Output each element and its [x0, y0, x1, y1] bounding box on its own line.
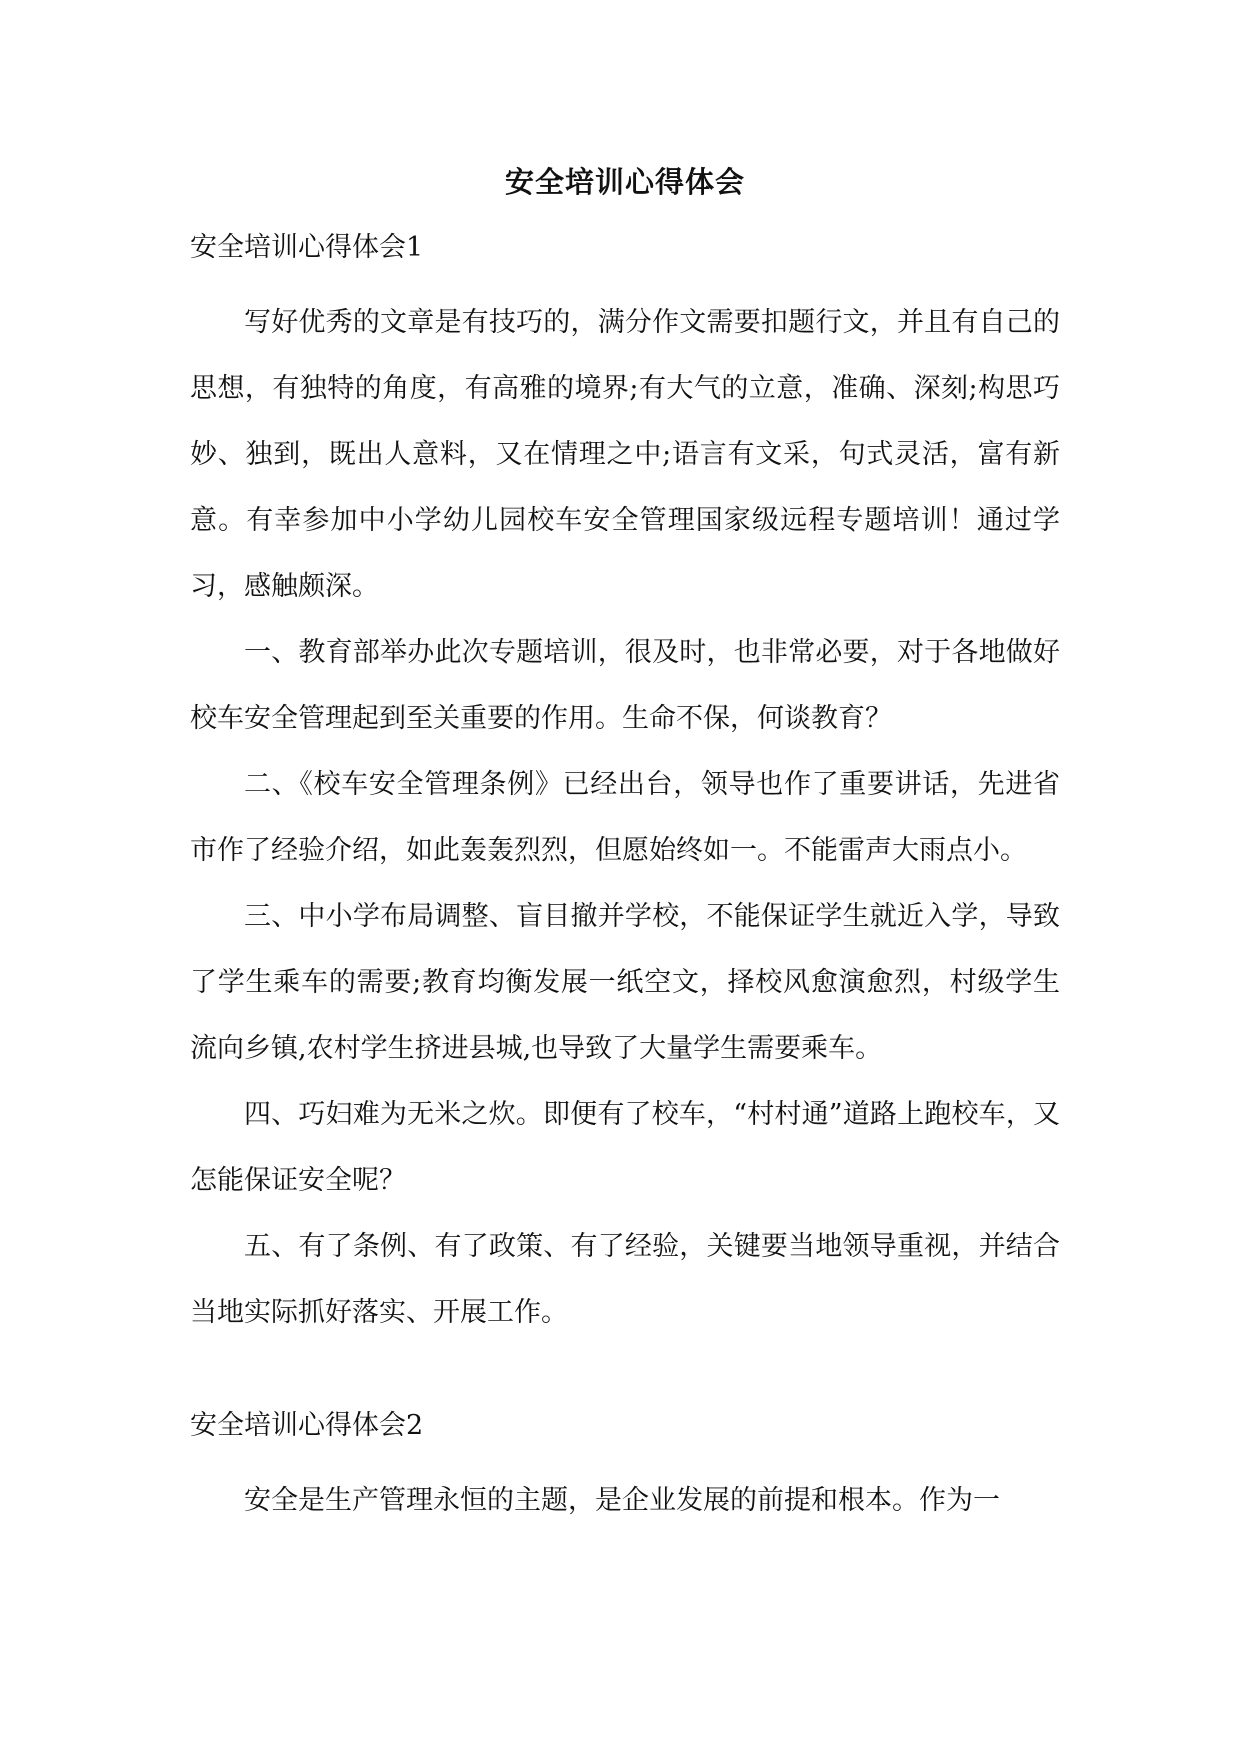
document-content	[190, 160, 1060, 1534]
paragraph: 三、中小学布局调整、盲目撤并学校，不能保证学生就近入学，导致了学生乘车的需要;教育均衡发展一纸空文，择校风愈演愈烈，村级学生流向乡镇,农村学生挤进县城,也导致了大量学生需要乘车。	[190, 901, 1060, 1064]
paragraph: 五、有了条例、有了政策、有了经验，关键要当地领导重视，并结合当地实际抓好落实、开展工作。	[190, 1231, 1060, 1328]
paragraph: 二、《校车安全管理条例》已经出台，领导也作了重要讲话，先进省市作了经验介绍，如此轰轰烈烈，但愿始终如一。不能雷声大雨点小。	[190, 769, 1060, 866]
section-heading: 安全培训心得体会2	[190, 1410, 424, 1441]
section-1	[190, 226, 1060, 1346]
document-title: 安全培训心得体会	[504, 165, 745, 199]
section-2	[190, 1404, 1060, 1534]
paragraph: 四、巧妇难为无米之炊。即便有了校车，“村村通”道路上跑校车，又怎能保证安全呢？	[190, 1099, 1060, 1196]
section-heading: 安全培训心得体会1	[190, 232, 424, 263]
paragraph: 写好优秀的文章是有技巧的，满分作文需要扣题行文，并且有自己的思想，有独特的角度，有高雅的境界;有大气的立意，准确、深刻;构思巧妙、独到，既出人意料，又在情理之中;语言有文采，句式灵活，富有新意。有幸参加中小学幼儿园校车安全管理国家级远程专题培训！通过学习，感触颇深。	[190, 307, 1060, 602]
section-spacer	[190, 1346, 1060, 1404]
paragraph: 安全是生产管理永恒的主题，是企业发展的前提和根本。作为一	[244, 1485, 1000, 1516]
paragraph: 一、教育部举办此次专题培训，很及时，也非常必要，对于各地做好校车安全管理起到至关重要的作用。生命不保，何谈教育？	[190, 637, 1060, 734]
